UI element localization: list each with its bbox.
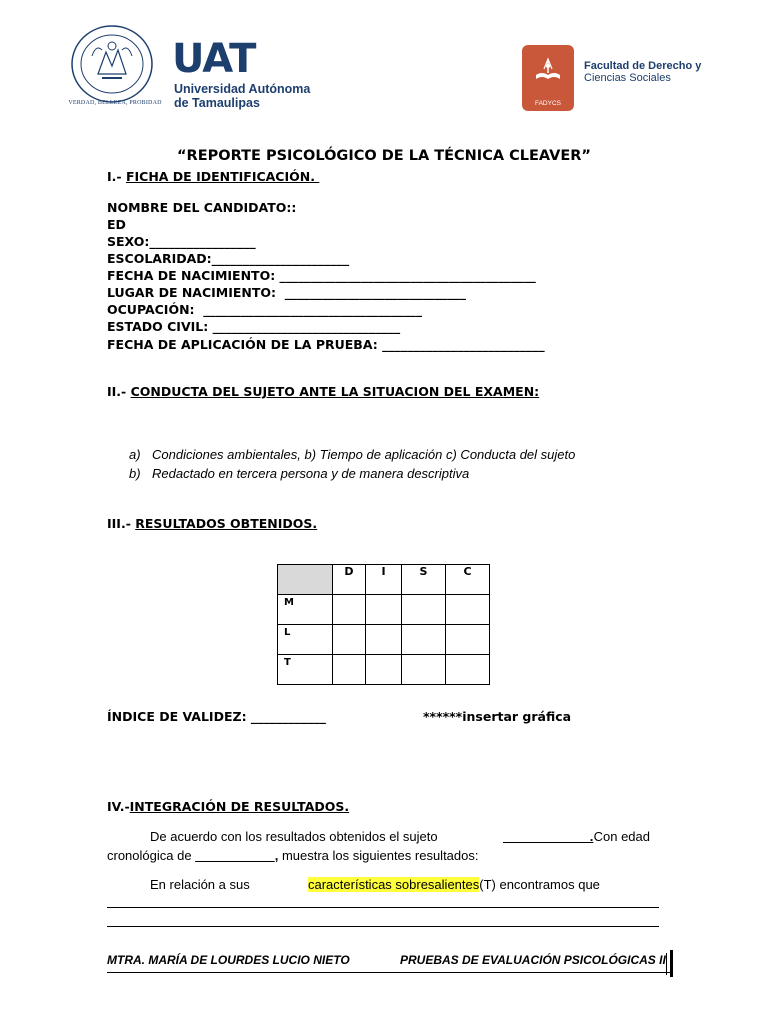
section4-title: INTEGRACIÓN DE RESULTADOS. bbox=[129, 799, 350, 814]
field-occupation: OCUPACIÓN: ___________________________________ bbox=[107, 302, 423, 317]
section1-title: FICHA DE IDENTIFICACIÓN. bbox=[125, 169, 320, 184]
validity-index: ÍNDICE DE VALIDEZ: ____________ bbox=[107, 709, 326, 724]
fadycs-label: FADYCS bbox=[534, 100, 561, 107]
section2-heading bbox=[107, 383, 539, 400]
p1-text-d: muestra los siguientes resultados: bbox=[278, 848, 479, 863]
fadycs-logo bbox=[522, 45, 574, 111]
table-cell bbox=[366, 655, 402, 685]
document-header bbox=[0, 0, 768, 130]
footer-author: MTRA. MARÍA DE LOURDES LUCIO NIETO bbox=[107, 953, 350, 967]
faculty-line1: Facultad de Derecho y bbox=[584, 60, 702, 72]
p1-blank2: ___________, bbox=[195, 848, 279, 863]
field-birth-place: LUGAR DE NACIMIENTO: _____________________________ bbox=[107, 285, 467, 300]
uat-name-line2: de Tamaulipas bbox=[174, 96, 260, 110]
p2-highlight: características sobresalientes bbox=[308, 877, 480, 892]
list-marker: a) bbox=[129, 447, 141, 462]
paragraph-blank bbox=[503, 827, 593, 846]
field-sex: SEXO:_________________ bbox=[107, 234, 256, 249]
p1-text-a: De acuerdo con los resultados obtenidos el sujeto bbox=[150, 829, 442, 844]
section3-title: RESULTADOS OBTENIDOS. bbox=[135, 516, 318, 531]
list-marker: b) bbox=[129, 466, 141, 481]
table-row bbox=[278, 655, 490, 685]
uat-wordmark: UAT bbox=[172, 36, 256, 82]
answer-line bbox=[107, 907, 659, 908]
table-header-row bbox=[278, 565, 490, 595]
section3-heading bbox=[107, 515, 317, 532]
section2-number: II.- bbox=[107, 384, 131, 399]
table-cell bbox=[446, 655, 490, 685]
row-header: T bbox=[278, 655, 333, 685]
p1-blank1: ____________. bbox=[503, 829, 594, 844]
table-cell bbox=[366, 595, 402, 625]
field-marital-status: ESTADO CIVIL: ______________________________ bbox=[107, 319, 401, 334]
table-cell bbox=[402, 655, 446, 685]
section3-number: III.- bbox=[107, 516, 136, 531]
table-cell bbox=[366, 625, 402, 655]
table-cell bbox=[446, 595, 490, 625]
paragraph-line bbox=[150, 875, 253, 894]
table-cell bbox=[402, 625, 446, 655]
footer-border-outer bbox=[670, 950, 673, 977]
table-cell bbox=[333, 655, 366, 685]
field-application-date: FECHA DE APLICACIÓN DE LA PRUEBA: __________________________ bbox=[107, 337, 545, 352]
list-item bbox=[129, 445, 141, 464]
paragraph-line bbox=[107, 846, 478, 865]
column-header: D bbox=[333, 565, 366, 595]
field-candidate-name: NOMBRE DEL CANDIDATO:: bbox=[107, 200, 297, 215]
book-flame-icon bbox=[534, 57, 562, 83]
insert-chart-note: ******insertar gráfica bbox=[423, 709, 572, 724]
list-item bbox=[129, 464, 141, 483]
faculty-name bbox=[584, 60, 701, 84]
paragraph-line bbox=[150, 827, 441, 846]
p2-text-b: (T) encontramos que bbox=[479, 877, 600, 892]
uat-logo bbox=[172, 36, 312, 116]
list-item-text: Condiciones ambientales, b) Tiempo de aplicación c) Conducta del sujeto bbox=[152, 447, 576, 462]
table-cell bbox=[333, 625, 366, 655]
answer-line bbox=[107, 926, 659, 927]
paragraph-line bbox=[590, 827, 650, 846]
column-header: I bbox=[366, 565, 402, 595]
p1-text-b: Con edad bbox=[590, 829, 650, 844]
footer-course: PRUEBAS DE EVALUACIÓN PSICOLÓGICAS II bbox=[400, 953, 666, 967]
table-cell bbox=[402, 595, 446, 625]
p1-text-c: cronológica de bbox=[107, 848, 196, 863]
disc-results-table bbox=[277, 564, 490, 685]
row-header: L bbox=[278, 625, 333, 655]
paragraph-line bbox=[308, 875, 600, 894]
uat-name-line1: Universidad Autónoma bbox=[174, 82, 311, 96]
section2-title: CONDUCTA DEL SUJETO ANTE LA SITUACION DEL EXAMEN: bbox=[130, 384, 540, 399]
table-cell bbox=[333, 595, 366, 625]
column-header: S bbox=[402, 565, 446, 595]
section1-heading bbox=[107, 168, 319, 185]
footer-rule bbox=[107, 972, 673, 973]
row-header: M bbox=[278, 595, 333, 625]
field-schooling: ESCOLARIDAD:______________________ bbox=[107, 251, 350, 266]
document-title: “REPORTE PSICOLÓGICO DE LA TÉCNICA CLEAVER” bbox=[177, 148, 591, 164]
section4-heading bbox=[107, 798, 349, 815]
faculty-line2: Ciencias Sociales bbox=[584, 72, 671, 84]
footer-border-inner bbox=[666, 953, 667, 975]
table-corner-cell bbox=[278, 565, 333, 595]
university-seal bbox=[62, 22, 166, 114]
field-age: ED bbox=[107, 217, 126, 232]
p2-text-a: En relación a sus bbox=[150, 877, 254, 892]
table-row bbox=[278, 595, 490, 625]
section4-number: IV.- bbox=[107, 799, 130, 814]
seal-motto: VERDAD, BELLEZA, PROBIDAD bbox=[68, 100, 162, 106]
section1-number: I.- bbox=[107, 169, 126, 184]
table-cell bbox=[446, 625, 490, 655]
table-row bbox=[278, 625, 490, 655]
column-header: C bbox=[446, 565, 490, 595]
list-item-text: Redactado en tercera persona y de manera descriptiva bbox=[152, 466, 470, 481]
uat-name bbox=[174, 82, 310, 110]
field-birth-date: FECHA DE NACIMIENTO: _________________________________________ bbox=[107, 268, 536, 283]
